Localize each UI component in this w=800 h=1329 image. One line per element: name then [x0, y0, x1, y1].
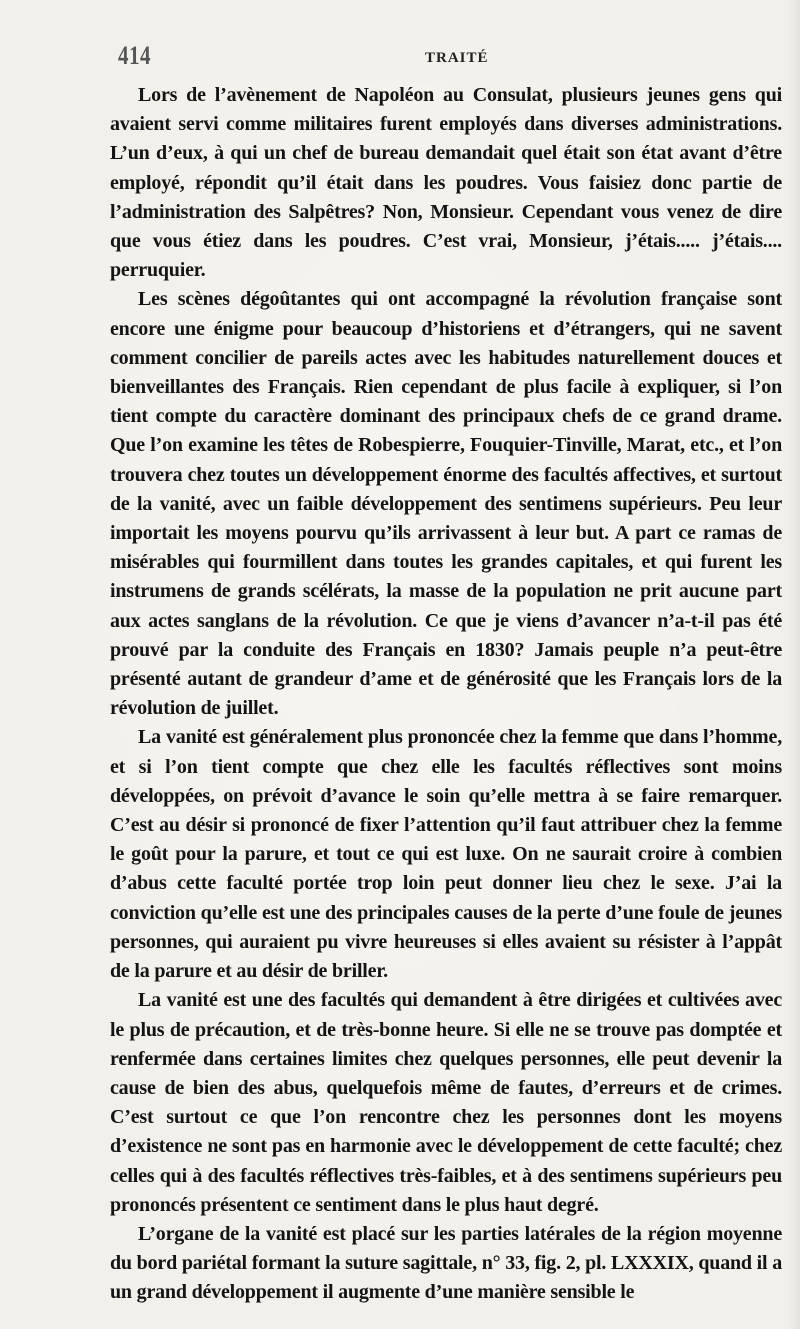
body-text — [110, 81, 782, 1308]
page-number: 414 — [118, 40, 151, 70]
paragraph-vanity-direction: La vanité est une des facultés qui demandent à être dirigées et cultivées avec le plus de précaution, et de très-bonne heure. Si elle ne se trouve pas domptée et renfermée dans certaines limites chez quelques personnes, elle peut devenir la cause de bien des abus, quelquefois même de fautes, d’erreurs et de crimes. C’est surtout ce que l’on rencontre chez les personnes dont les moyens d’existence ne sont pas en harmonie avec le développement de cette faculté; chez celles qui à des facultés réflectives très-faibles, et à des sentimens supérieurs peu prononcés présentent ce sentiment dans le plus haut degré. — [110, 989, 782, 1216]
paragraph-organ-of-vanity: L’organe de la vanité est placé sur les parties latérales de la région moyenne du bord pariétal formant la suture sagittale, n° 33, fig. 2, pl. LXXXIX, quand il a un grand développement il augmente d’une manière sensible le — [110, 1222, 782, 1304]
running-head: TRAITÉ — [425, 50, 489, 66]
paragraph-french-revolution: Les scènes dégoûtantes qui ont accompagné la révolution française sont encore une énigme pour beaucoup d’historiens et d’étrangers, qui ne savent comment concilier de pareils actes avec les habitudes naturellement douces et bienveillantes des Français. Rien cependant de plus facile à expliquer, si l’on tient compte du caractère dominant des principaux chefs de ce grand drame. Que l’on examine les têtes de Robespierre, Fouquier-Tinville, Marat, etc., et l’on trouvera chez toutes un développement énorme des facultés affectives, et surtout de la vanité, avec un faible développement des sentimens supérieurs. Peu leur importait les moyens pourvu qu’ils arrivassent à leur but. A part ce ramas de misérables qui fourmillent dans toutes les grandes capitales, et qui furent les instrumens de grands scélérats, la masse de la population ne prit aucune part aux actes sanglans de la révolution. Ce que je viens d’avancer n’a-t-il pas été prouvé par la conduite des Français en 1830? Jamais peuple n’a peut-être présenté autant de grandeur d’ame et de générosité que les Français lors de la révolution de juillet. — [110, 288, 782, 720]
paragraph-napoleon-anecdote: Lors de l’avènement de Napoléon au Consulat, plusieurs jeunes gens qui avaient servi comme militaires furent employés dans diverses administrations. L’un d’eux, à qui un chef de bureau demandait quel était son état avant d’être employé, répondit qu’il était dans les poudres. Vous faisiez donc partie de l’administration des Salpêtres? Non, Monsieur. Cependant vous venez de dire que vous étiez dans les poudres. C’est vrai, Monsieur, j’étais..... j’étais.... perruquier. — [110, 84, 782, 282]
paragraph-vanity-women: La vanité est généralement plus prononcée chez la femme que dans l’homme, et si l’on tient compte que chez elle les facultés réflectives sont moins développées, on prévoit d’avance le soin qu’elle mettra à se faire remarquer. C’est au désir si prononcé de fixer l’attention qu’il faut attribuer chez la femme le goût pour la parure, et tout ce qui est luxe. On ne saurait croire à combien d’abus cette faculté portée trop loin peut donner lieu chez le sexe. J’ai la conviction qu’elle est une des principales causes de la perte d’une foule de jeunes personnes, qui auraient pu vivre heureuses si elles avaient su résister à l’appât de la parure et au désir de briller. — [110, 726, 782, 983]
page-header — [0, 40, 800, 70]
page-edge-shadow — [786, 0, 800, 1329]
